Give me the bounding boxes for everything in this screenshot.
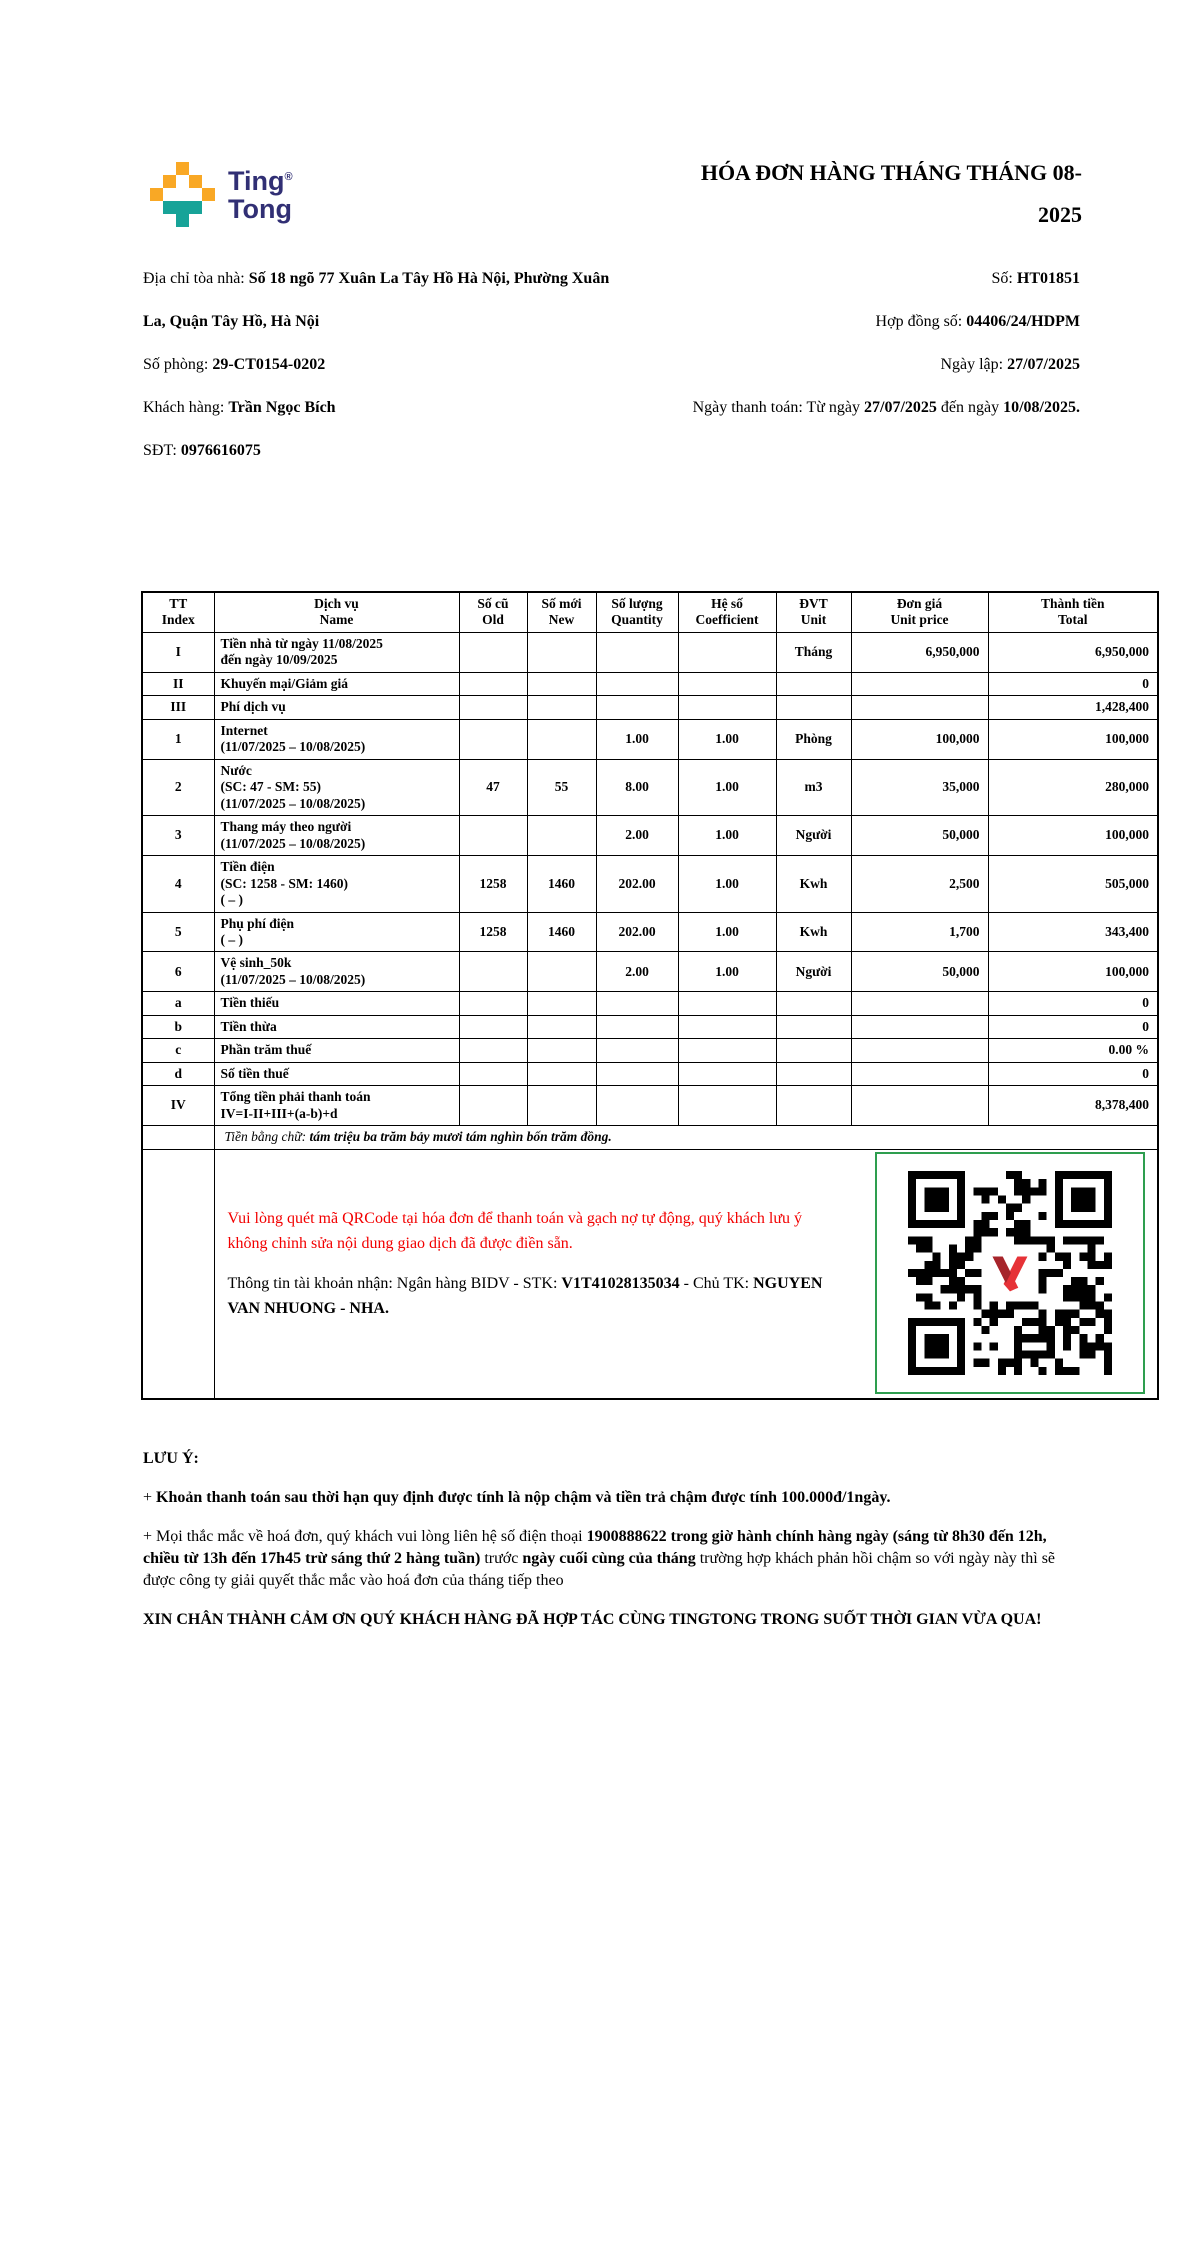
service-row-a: a Tiền thiếu 0 (142, 992, 1158, 1015)
service-row-1: 1 Internet (11/07/2025 – 10/08/2025) 1.00 1.00 Phòng 100,000 100,000 (142, 719, 1158, 759)
issue-date: Ngày lập: 27/07/2025 (940, 356, 1080, 373)
footer-notes (143, 1448, 1083, 1648)
tingtong-pixel-tree-icon (150, 162, 215, 228)
room-number: Số phòng: 29-CT0154-0202 (143, 356, 326, 373)
customer-name: Khách hàng: Trần Ngọc Bích (143, 399, 336, 416)
service-row-3: 3 Thang máy theo người (11/07/2025 – 10/08/2025) 2.00 1.00 Người 50,000 100,000 (142, 816, 1158, 856)
qr-row (142, 1149, 1158, 1399)
invoice-table (141, 591, 1159, 1400)
payment-qr-code (875, 1152, 1145, 1394)
bank-account-number: V1T41028135034 (561, 1274, 680, 1292)
customer-phone: SĐT: 0976616075 (143, 442, 261, 459)
invoice-title-line1: HÓA ĐƠN HÀNG THÁNG THÁNG 08- (700, 160, 1082, 185)
service-row-d: d Số tiền thuế 0 (142, 1062, 1158, 1085)
thank-you-message: XIN CHÂN THÀNH CẢM ƠN QUÝ KHÁCH HÀNG ĐÃ HỢP TÁC CÙNG TINGTONG TRONG SUỐT THỜI GIAN VỪA QUA! (143, 1611, 1042, 1628)
invoice-number: Số: HT01851 (991, 270, 1080, 287)
amount-in-words: Tiền bằng chữ: tám triệu ba trăm bảy mươi tám nghìn bốn trăm đồng. (214, 1126, 1158, 1149)
service-row-2: 2 Nước (SC: 47 - SM: 55) (11/07/2025 – 10/08/2025) 47 55 8.00 1.00 m3 35,000 280,000 (142, 759, 1158, 815)
column-header: Số cũ Old (459, 592, 527, 632)
service-row-c: c Phần trăm thuế 0.00 % (142, 1039, 1158, 1062)
payment-period: Ngày thanh toán: Từ ngày 27/07/2025 đến ngày 10/08/2025. (692, 399, 1080, 416)
service-row-6: 6 Vệ sinh_50k (11/07/2025 – 10/08/2025) 2.00 1.00 Người 50,000 100,000 (142, 952, 1158, 992)
brand-name-bottom: Tong (228, 194, 292, 224)
table-header-row (142, 592, 1158, 632)
invoice-title-line2: 2025 (1038, 202, 1082, 227)
service-row-II: II Khuyến mại/Giảm giá 0 (142, 672, 1158, 695)
bank-account-info: Thông tin tài khoản nhận: Ngân hàng BIDV - STK: V1T41028135034 - Chủ TK: NGUYEN VAN NHUONG - NHA. (227, 1274, 823, 1317)
notes-heading: LƯU Ý: (143, 1450, 199, 1467)
brand-logo (150, 162, 293, 233)
column-header: ĐVT Unit (776, 592, 851, 632)
column-header: Dịch vụ Name (214, 592, 459, 632)
amount-in-words-row (142, 1126, 1158, 1149)
contract-number: Hợp đồng số: 04406/24/HDPM (875, 313, 1080, 330)
brand-name (228, 163, 293, 223)
service-row-b: b Tiền thừa 0 (142, 1015, 1158, 1038)
service-row-III: III Phí dịch vụ 1,428,400 (142, 696, 1158, 719)
column-header: Hệ số Coefficient (678, 592, 776, 632)
column-header: Số lượng Quantity (596, 592, 678, 632)
column-header: Đơn giá Unit price (851, 592, 988, 632)
service-row-IV: IV Tổng tiền phải thanh toán IV=I-II+III+(a-b)+d 8,378,400 (142, 1086, 1158, 1126)
service-row-I: I Tiền nhà từ ngày 11/08/2025 đến ngày 10/09/2025 Tháng 6,950,000 6,950,000 (142, 632, 1158, 672)
customer-info (143, 257, 623, 472)
column-header: TT Index (142, 592, 214, 632)
invoice-title (652, 152, 1082, 236)
late-payment-note: + Khoản thanh toán sau thời hạn quy định được tính là nộp chậm và tiền trả chậm được tính 100.000đ/1ngày. (143, 1489, 891, 1506)
column-header: Số mới New (527, 592, 596, 632)
building-address: Địa chỉ tòa nhà: Số 18 ngõ 77 Xuân La Tây Hồ Hà Nội, Phường Xuân La, Quận Tây Hồ, Hà Nội (143, 270, 610, 330)
qr-warning-note: Vui lòng quét mã QRCode tại hóa đơn để thanh toán và gạch nợ tự động, quý khách lưu ý không chỉnh sửa nội dung giao dịch đã được điền sẵn. (227, 1209, 803, 1252)
hotline-number: 1900888622 trong giờ hành chính hàng ngày (sáng từ 8h30 đến 12h, chiều từ 13h đến 17h45 trừ sáng thứ 2 hàng tuần) (143, 1528, 1047, 1567)
service-row-5: 5 Phụ phí điện ( – ) 1258 1460 202.00 1.00 Kwh 1,700 343,400 (142, 912, 1158, 952)
bank-account-holder: NGUYEN VAN NHUONG - NHA. (227, 1274, 823, 1317)
service-row-4: 4 Tiền điện (SC: 1258 - SM: 1460) ( – ) 1258 1460 202.00 1.00 Kwh 2,500 505,000 (142, 856, 1158, 912)
hotline-note: + Mọi thắc mắc về hoá đơn, quý khách vui lòng liên hệ số điện thoại 1900888622 trong giờ hành chính hàng ngày (sáng từ 8h30 đến 12h, chiều từ 13h đến 17h45 trừ sáng thứ 2 hàng tuần) trước ngày cuối cùng của tháng trường hợp khách phản hồi chậm so với ngày này thì sẽ được công ty giải quyết thắc mắc vào hoá đơn của tháng tiếp theo (143, 1528, 1056, 1589)
vietqr-v-icon (983, 1246, 1037, 1300)
column-header: Thành tiền Total (988, 592, 1158, 632)
payment-instructions (228, 1206, 833, 1321)
registered-mark: ® (284, 171, 293, 183)
brand-name-top: Ting (228, 166, 285, 196)
invoice-meta (660, 257, 1080, 429)
